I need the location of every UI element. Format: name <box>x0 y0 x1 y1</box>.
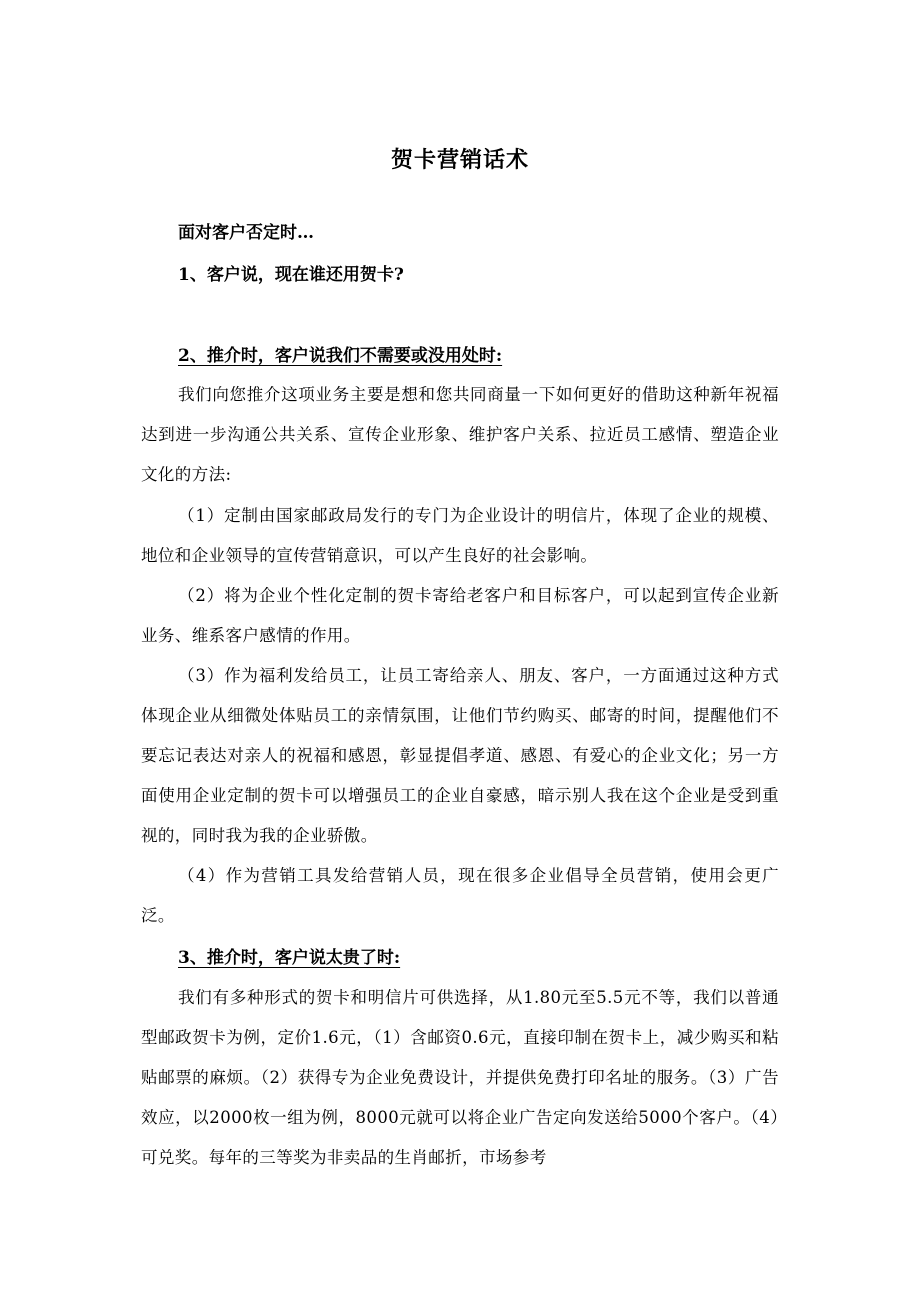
heading-2: 2、推介时，客户说我们不需要或没用处时: <box>178 346 503 366</box>
section2-item-4: （4）作为营销工具发给营销人员，现在很多企业倡导全员营销，使用会更广泛。 <box>141 866 779 925</box>
heading-3: 3、推介时，客户说太贵了时: <box>178 948 401 968</box>
section2-item-2: （2）将为企业个性化定制的贺卡寄给老客户和目标客户，可以起到宣传企业新业务、维系客户感情的作用。 <box>141 586 779 645</box>
section2-item-3: （3）作为福利发给员工，让员工寄给亲人、朋友、客户，一方面通过这种方式体现企业从细微处体贴员工的亲情氛围，让他们节约购买、邮寄的时间，提醒他们不要忘记表达对亲人的祝福和感恩，彰显提倡孝道、感恩、有爱心的企业文化；另一方面使用企业定制的贺卡可以增强员工的企业自豪感，暗示别人我在这个企业是受到重视的，同时我为我的企业骄傲。 <box>141 666 779 845</box>
heading-1: 1、客户说，现在谁还用贺卡? <box>178 265 404 285</box>
section2-intro-paragraph: 我们向您推介这项业务主要是想和您共同商量一下如何更好的借助这种新年祝福达到进一步沟通公共关系、宣传企业形象、维护客户关系、拉近员工感情、塑造企业文化的方法: <box>141 385 779 484</box>
heading-intro: 面对客户否定时… <box>178 223 314 243</box>
section3-body-paragraph: 我们有多种形式的贺卡和明信片可供选择，从1.80元至5.5元不等，我们以普通型邮政贺卡为例，定价1.6元，（1）含邮资0.6元，直接印制在贺卡上，减少购买和粘贴邮票的麻烦。（2）获得专为企业免费设计，并提供免费打印名址的服务。（3）广告效应，以2000枚一组为例，8000元就可以将企业广告定向发送给5000个客户。（4）可兑奖。每年的三等奖为非卖品的生肖邮折，市场参考 <box>141 988 779 1167</box>
section2-item-1: （1）定制由国家邮政局发行的专门为企业设计的明信片，体现了企业的规模、地位和企业领导的宣传营销意识，可以产生良好的社会影响。 <box>141 506 779 565</box>
document-title: 贺卡营销话术 <box>390 147 529 173</box>
